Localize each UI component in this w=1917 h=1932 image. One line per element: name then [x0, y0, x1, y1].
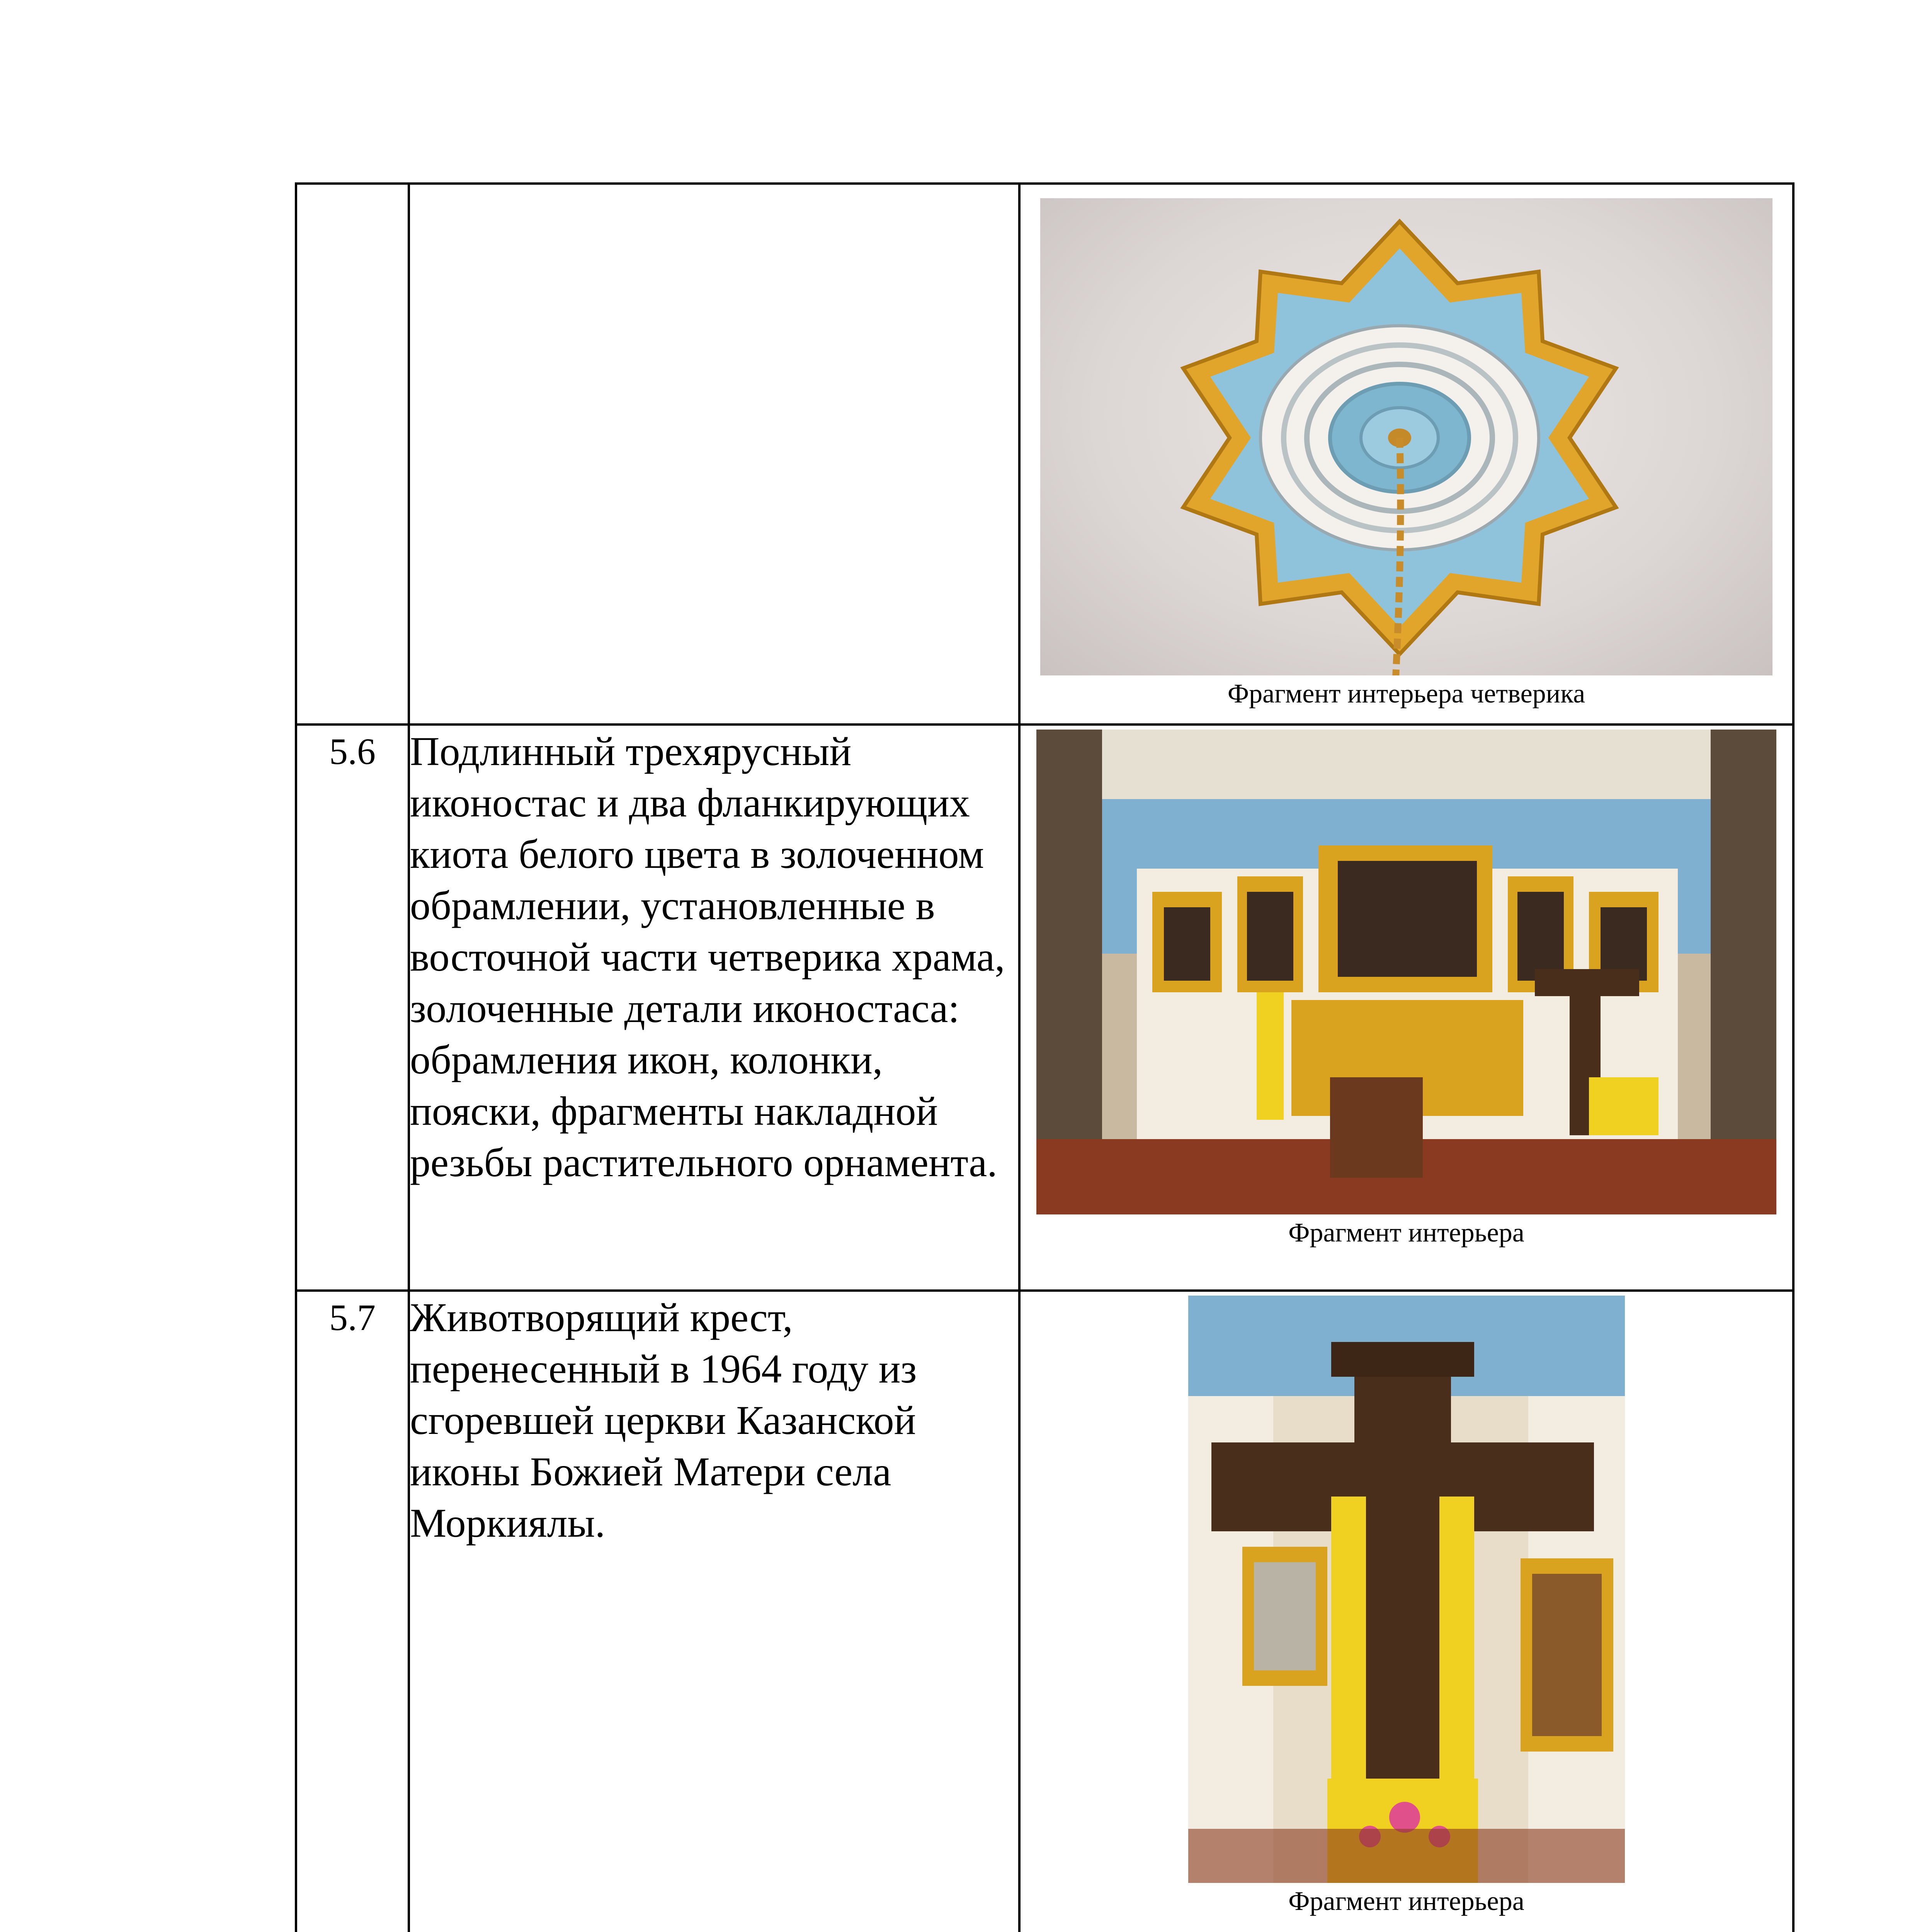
row-description	[409, 184, 1019, 724]
ceiling-rosette-photo	[1040, 198, 1772, 675]
wooden-cross-photo	[1188, 1296, 1625, 1883]
image-cell	[1019, 1291, 1793, 1932]
image-cell	[1019, 724, 1793, 1291]
image-caption: Фрагмент интерьера	[1288, 1218, 1524, 1248]
table-row	[296, 184, 1793, 724]
image-caption: Фрагмент интерьера четверика	[1227, 679, 1585, 709]
row-number	[296, 184, 409, 724]
image-cell	[1019, 184, 1793, 724]
row-number: 5.6	[296, 724, 409, 1291]
row-number: 5.7	[296, 1291, 409, 1932]
row-description: Животворящий крест, перенесенный в 1964 году из сгоревшей церкви Казанской иконы Божией Матери села Моркиялы.	[409, 1291, 1019, 1932]
document-table	[295, 182, 1795, 1932]
row-description: Подлинный трехярусный иконостас и два фланкирующих киота белого цвета в золоченном обрамлении, установленные в восточной части четверика храма, золоченные детали иконостаса: обрамления икон, колонки, пояски, фрагменты накладной резьбы растительного орнамента.	[409, 724, 1019, 1291]
table-row	[296, 724, 1793, 1291]
table-row	[296, 1291, 1793, 1932]
image-caption: Фрагмент интерьера	[1288, 1886, 1524, 1916]
iconostasis-photo	[1036, 730, 1776, 1214]
